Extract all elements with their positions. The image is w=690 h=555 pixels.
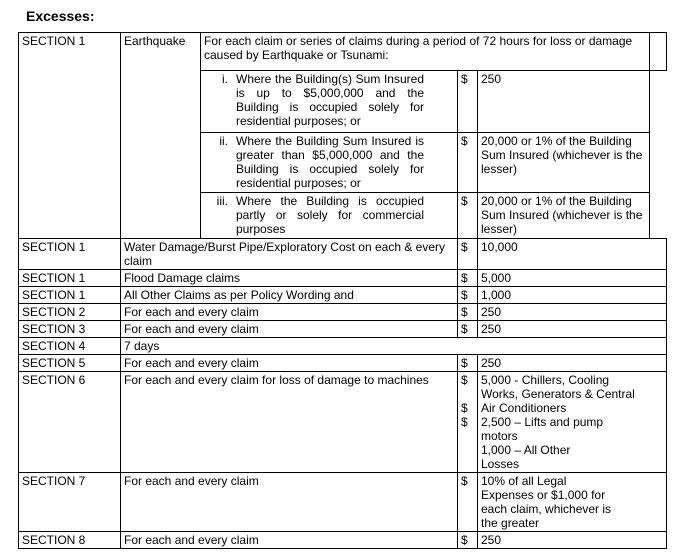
item-number: i. — [222, 72, 228, 86]
condition-text: Where the Building is occupied partly or solely for commercial purposes — [236, 194, 424, 236]
section-cell: SECTION 7 — [19, 473, 121, 532]
excess-amount: 20,000 or 1% of the Building Sum Insured (whichever is the lesser) — [478, 193, 650, 239]
amount-line: Works, Generators & Central — [481, 387, 635, 401]
condition-text: Where the Building Sum Insured is greater than $5,000,000 and the Building is occupied solely for residential purposes; or — [236, 134, 424, 190]
earthquake-condition — [201, 133, 458, 193]
excesses-heading: Excesses: — [26, 8, 95, 24]
table-row — [19, 372, 667, 473]
description-cell: For each and every claim — [121, 321, 458, 338]
earthquake-intro-row — [19, 33, 667, 71]
dollar-sign: $ — [458, 239, 478, 270]
table-row — [19, 304, 667, 321]
dollar-sign: $ — [458, 71, 478, 133]
excess-amount — [478, 473, 667, 532]
section-cell: SECTION 8 — [19, 532, 121, 549]
amount-text: 10% of all Legal Expenses or $1,000 for each claim, whichever is the greater — [481, 474, 612, 530]
table-row — [19, 355, 667, 372]
dollar-sign: $ — [458, 193, 478, 239]
earthquake-intro: For each claim or series of claims during a period of 72 hours for loss or damage caused by Earthquake or Tsunami: — [201, 33, 650, 71]
section-cell: SECTION 4 — [19, 338, 121, 355]
excess-amount: 250 — [478, 532, 667, 549]
item-number: ii. — [219, 134, 228, 148]
condition-text: Where the Building(s) Sum Insured is up to $5,000,000 and the Building is occupied solely for residential purposes; or — [236, 72, 424, 128]
table-row — [19, 338, 667, 355]
excess-amount: 20,000 or 1% of the Building Sum Insured (whichever is the lesser) — [478, 133, 650, 193]
table-row — [19, 532, 667, 549]
description-cell: For each and every claim — [121, 473, 458, 532]
table-row — [19, 239, 667, 270]
dollar-sign: $ — [458, 270, 478, 287]
earthquake-condition — [201, 193, 458, 239]
amount-line: 2,500 – Lifts and pump — [481, 415, 604, 429]
table-row — [19, 287, 667, 304]
description-cell: For each and every claim — [121, 532, 458, 549]
empty-cell — [650, 33, 667, 71]
dollar-sign — [461, 387, 474, 401]
dollar-sign: $ — [461, 373, 468, 387]
excess-type-cell: Earthquake — [121, 33, 201, 239]
item-number: iii. — [216, 194, 228, 208]
dollar-sign: $ — [458, 133, 478, 193]
dollar-sign: $ — [458, 321, 478, 338]
section-cell: SECTION 1 — [19, 287, 121, 304]
description-cell: Water Damage/Burst Pipe/Exploratory Cost on each & every claim — [121, 239, 458, 270]
dollar-sign: $ — [461, 415, 468, 429]
table-row — [19, 321, 667, 338]
dollar-sign: $ — [458, 473, 478, 532]
dollar-sign: $ — [458, 355, 478, 372]
description-cell: All Other Claims as per Policy Wording and — [121, 287, 458, 304]
excess-amount: 250 — [478, 304, 667, 321]
section-cell: SECTION 1 — [19, 270, 121, 287]
description-cell: For each and every claim — [121, 355, 458, 372]
table-row — [19, 473, 667, 532]
excess-amount: 10,000 — [478, 239, 667, 270]
table-row — [19, 270, 667, 287]
excess-amount: 5,000 — [478, 270, 667, 287]
section-cell: SECTION 1 — [19, 239, 121, 270]
section-cell: SECTION 2 — [19, 304, 121, 321]
excess-amount — [478, 372, 667, 473]
amount-line: Losses — [481, 457, 520, 471]
description-cell: 7 days — [121, 338, 667, 355]
earthquake-condition — [201, 71, 458, 133]
section-cell: SECTION 6 — [19, 372, 121, 473]
amount-line: 5,000 - Chillers, Cooling — [481, 373, 610, 387]
excess-amount: 1,000 — [478, 287, 667, 304]
excess-amount: 250 — [478, 71, 650, 133]
description-cell: For each and every claim — [121, 304, 458, 321]
excess-amount: 250 — [478, 321, 667, 338]
dollar-sign-column — [458, 372, 478, 473]
dollar-sign: $ — [458, 304, 478, 321]
description-cell: Flood Damage claims — [121, 270, 458, 287]
amount-line: motors — [481, 429, 518, 443]
amount-line: Air Conditioners — [481, 401, 567, 415]
description-cell: For each and every claim for loss of damage to machines — [121, 372, 458, 473]
section-cell: SECTION 5 — [19, 355, 121, 372]
section-cell: SECTION 1 — [19, 33, 121, 239]
excesses-table — [18, 32, 667, 549]
empty-cell — [650, 71, 667, 239]
dollar-sign: $ — [458, 287, 478, 304]
amount-line: 1,000 – All Other — [481, 443, 571, 457]
dollar-sign: $ — [458, 532, 478, 549]
section-cell: SECTION 3 — [19, 321, 121, 338]
dollar-sign: $ — [461, 401, 468, 415]
excess-amount: 250 — [478, 355, 667, 372]
